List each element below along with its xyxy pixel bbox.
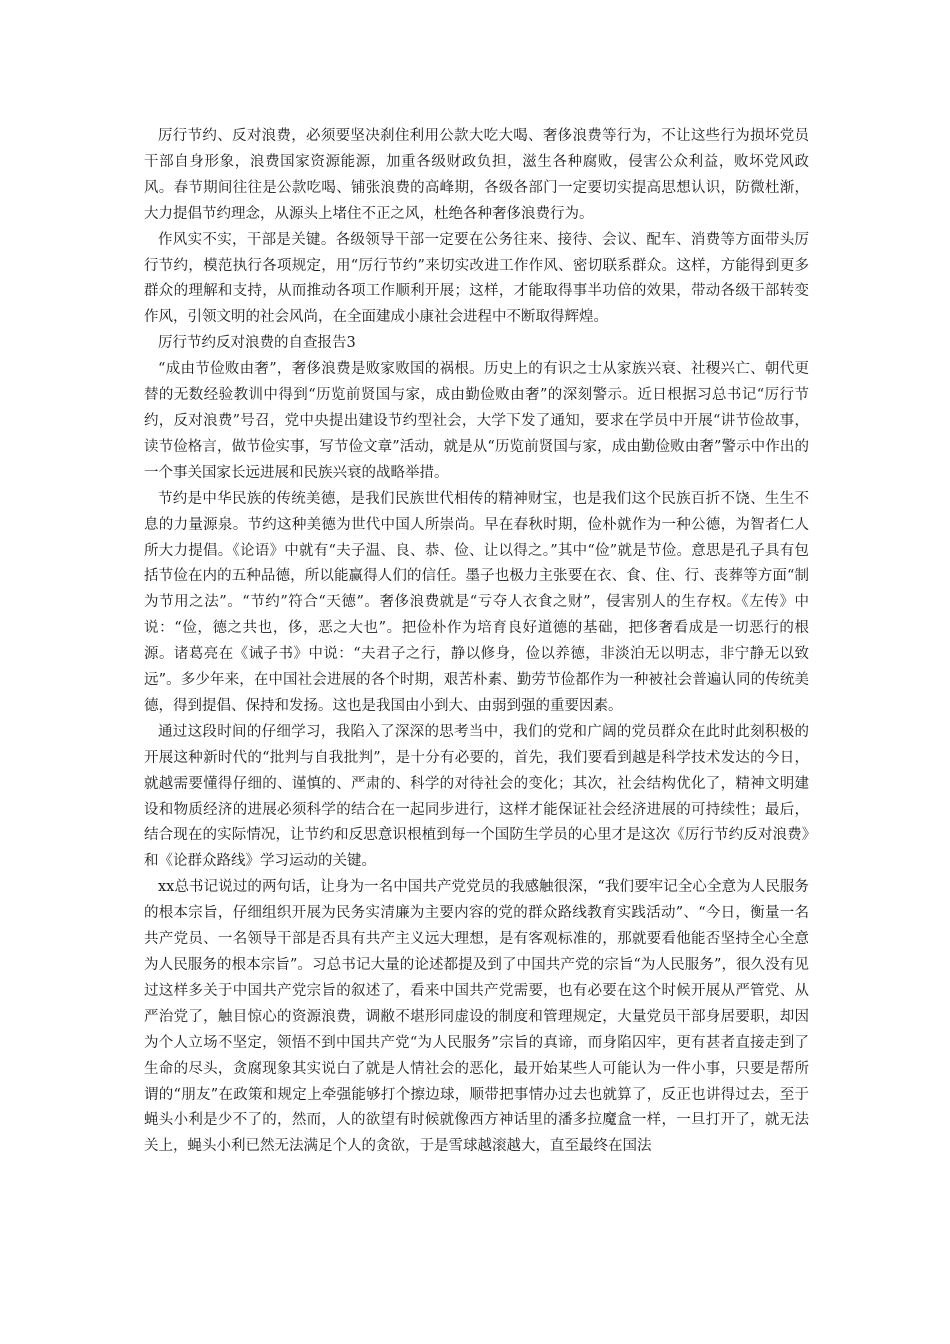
paragraph-1: 厉行节约、反对浪费，必须要坚决刹住利用公款大吃大喝、奢侈浪费等行为，不让这些行为损坏党员干部自身形象，浪费国家资源能源，加重各级财政负担，滋生各种腐败，侵害公众利益，败坏党风政风。春节期间往往是公款吃喝、铺张浪费的高峰期，各级各部门一定要切实提高思想认识，防微杜渐，大力提倡节约理念，从源头上堵住不正之风，杜绝各种奢侈浪费行为。	[144, 128, 809, 222]
paragraph-5: 通过这段时间的仔细学习，我陷入了深深的思考当中，我们的党和广阔的党员群众在此时此刻积极的开展这种新时代的“批判与自我批判”，是十分有必要的，首先，我们要看到越是科学技术发达的今日，就越需要懂得仔细的、谨慎的、严肃的、科学的对待社会的变化；其次，社会结构优化了，精神文明建设和物质经济的进展必须科学的结合在一起同步进行，这样才能保证社会经济进展的可持续性；最后，结合现在的实际情况，让节约和反思意识根植到每一个国防生学员的心里才是这次《厉行节约反对浪费》和《论群众路线》学习运动的关键。	[144, 723, 809, 870]
document-page	[144, 124, 809, 1160]
paragraph-6: xx总书记说过的两句话，让身为一名中国共产党党员的我感触很深，“我们要牢记全心全意为人民服务的根本宗旨，仔细组织开展为民务实清廉为主要内容的党的群众路线教育实践活动”、“今日，衡量一名共产党员、一名领导干部是否具有共产主义远大理想，是有客观标准的，那就要看他能否坚持全心全意为人民服务的根本宗旨”。习总书记大量的论述都提及到了中国共产党的宗旨“为人民服务”，很久没有见过这样多关于中国共产党宗旨的叙述了，看来中国共产党需要，也有必要在这个时候开展从严管党、从严治党了，触目惊心的资源浪费，调敝不堪形同虚设的制度和管理规定，大量党员干部身居要职，却因为个人立场不坚定，领悟不到中国共产党“为人民服务”宗旨的真谛，而身陷囚牢，更有甚者直接走到了生命的尽头，贪腐现象其实说白了就是人情社会的恶化，最开始某些人可能认为一件小事，只要是帮所谓的“朋友”在政策和规定上牵强能够打个擦边球，顺带把事情办过去也就算了，反正也讲得过去，至于蝇头小利是少不了的，然而，人的欲望有时候就像西方神话里的潘多拉魔盒一样，一旦打开了，就无法关上，蝇头小利已然无法满足个人的贪欲，于是雪球越滚越大，直至最终在国法	[144, 879, 809, 1155]
paragraph-3: “成由节俭败由奢”，奢侈浪费是败家败国的祸根。历史上的有识之士从家族兴衰、社稷兴亡、朝代更替的无数经验教训中得到“历览前贤国与家，成由勤俭败由奢”的深刻警示。近日根据习总书记“厉行节约，反对浪费”号召，党中央提出建设节约型社会，大学下发了通知，要求在学员中开展“讲节俭故事，读节俭格言，做节俭实事，写节俭文章”活动，就是从“历览前贤国与家，成由勤俭败由奢”警示中作出的一个事关国家长远进展和民族兴衰的战略举措。	[144, 361, 809, 481]
paragraph-2: 作风实不实，干部是关键。各级领导干部一定要在公务往来、接待、会议、配车、消费等方面带头厉行节约，模范执行各项规定，用“厉行节约”来切实改进工作作风、密切联系群众。这样，方能得到更多群众的理解和支持，从而推动各项工作顺利开展；这样，才能取得事半功倍的效果，带动各级干部转变作风，引领文明的社会风尚，在全面建成小康社会进程中不断取得辉煌。	[144, 231, 809, 326]
section-heading: 厉行节约反对浪费的自查报告3	[158, 335, 356, 352]
paragraph-4: 节约是中华民族的传统美德，是我们民族世代相传的精神财宝，也是我们这个民族百折不饶、生生不息的力量源泉。节约这种美德为世代中国人所崇尚。早在春秋时期，俭朴就作为一种公德，为智者仁人所大力提倡。《论语》中就有“夫子温、良、恭、俭、让以得之。”其中“俭”就是节俭。意思是孔子具有包括节俭在内的五种品德，所以能赢得人们的信任。墨子也极力主张要在衣、食、住、行、丧葬等方面“制为节用之法”。“节约”符合“天德”。奢侈浪费就是“亏夺人衣食之财”，侵害别人的生存权。《左传》中说：“俭，德之共也，侈，恶之大也”。把俭朴作为培育良好道德的基础，把侈奢看成是一切恶行的根源。诸葛亮在《诫子书》中说：“夫君子之行，静以修身，俭以养德，非淡泊无以明志，非宁静无以致远”。多少年来，在中国社会进展的各个时期，艰苦朴素、勤劳节俭都作为一种被社会普遍认同的传统美德，得到提倡、保持和发扬。这也是我国由小到大、由弱到强的重要因素。	[144, 490, 809, 714]
